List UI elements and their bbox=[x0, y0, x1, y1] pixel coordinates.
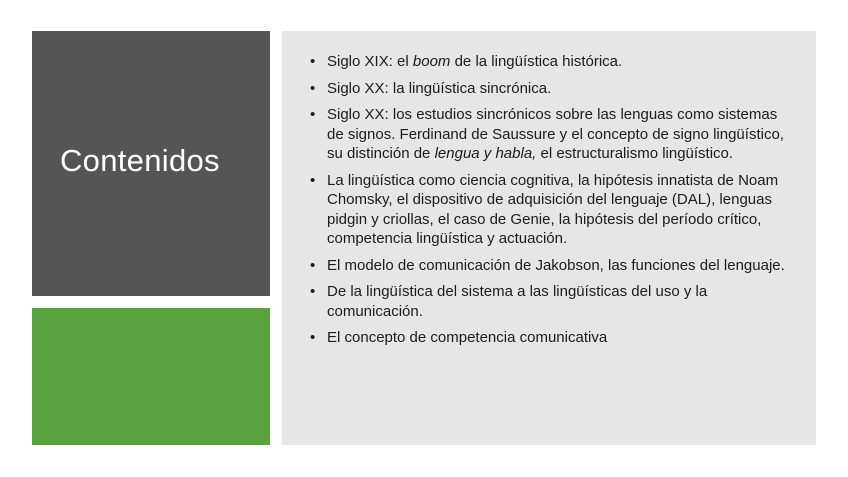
bullet-item bbox=[310, 328, 790, 348]
bullet-text: La lingüística como ciencia cognitiva, la hipótesis innatista de Noam Chomsky, el dispositivo de adquisición del lenguaje (DAL), lenguas pidgin y criollas, el caso de Genie, la hipótesis del período crítico, competencia lingüística y actuación. bbox=[327, 171, 779, 247]
bullet-text: Siglo XX: los estudios sincrónicos sobre las lenguas como sistemas de signos. Ferdinand de Saussure y el concepto de signo lingüístico, su distinción de bbox=[327, 106, 784, 162]
title-panel bbox=[32, 31, 270, 296]
bullet-item bbox=[310, 79, 790, 99]
bullet-text: de la lingüística histórica. bbox=[450, 53, 623, 70]
bullet-item bbox=[310, 105, 790, 164]
bullet-text: Siglo XIX: el bbox=[327, 53, 413, 70]
bullet-item bbox=[310, 256, 790, 276]
bullet-list bbox=[310, 52, 790, 355]
slide-title: Contenidos bbox=[60, 143, 220, 178]
bullet-text-italic: lengua y habla, bbox=[434, 145, 537, 162]
bullet-text: Siglo XX: la lingüística sincrónica. bbox=[327, 79, 552, 97]
accent-block bbox=[32, 308, 270, 445]
bullet-item bbox=[310, 171, 790, 249]
bullet-text: El concepto de competencia comunicativa bbox=[327, 329, 608, 346]
bullet-item bbox=[310, 282, 790, 321]
bullet-text: De la lingüística del sistema a las lingüísticas del uso y la comunicación. bbox=[327, 283, 708, 320]
bullet-text: El modelo de comunicación de Jakobson, las funciones del lenguaje. bbox=[327, 256, 785, 274]
bullet-item bbox=[310, 52, 790, 72]
bullet-text: el estructuralismo lingüístico. bbox=[536, 145, 734, 162]
content-panel bbox=[282, 31, 816, 445]
bullet-text-italic: boom bbox=[412, 53, 451, 70]
